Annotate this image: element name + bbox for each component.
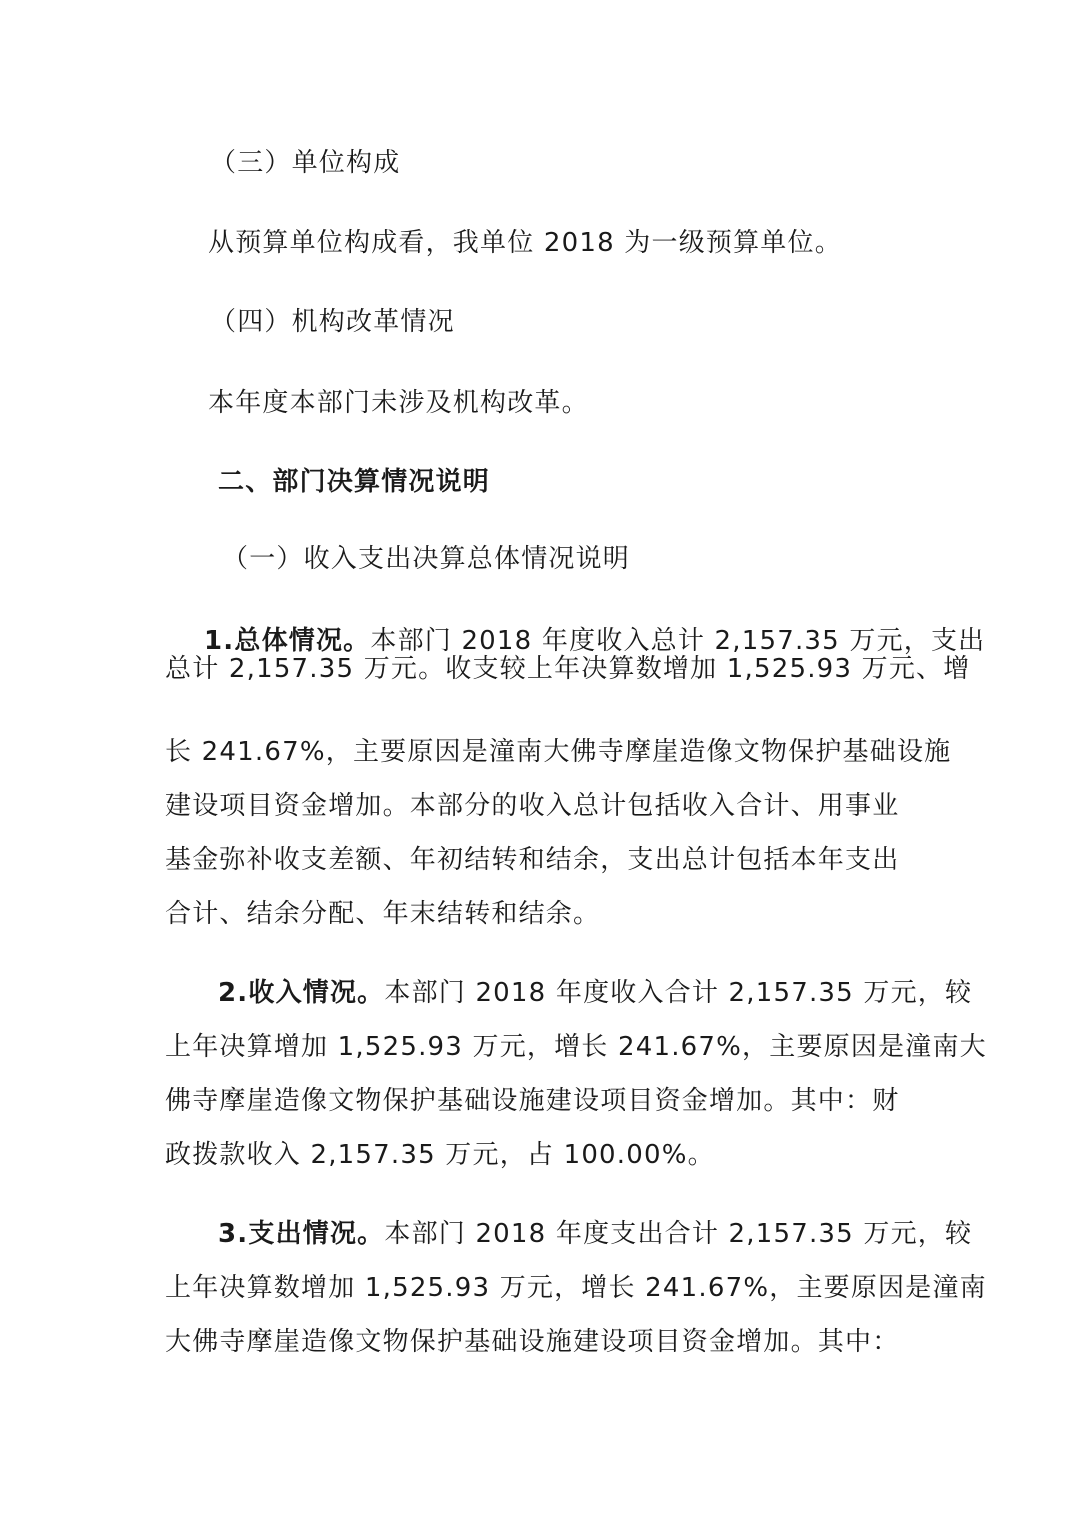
para-2-line-1 — [218, 976, 972, 1010]
para-1-line-3: 长 241.67%，主要原因是潼南大佛寺摩崖造像文物保护基础设施 — [165, 737, 952, 767]
section-3-body: 从预算单位构成看，我单位 2018 为一级预算单位。 — [208, 228, 842, 258]
para-2-text-1: 本部门 2018 年度收入合计 2,157.35 万元，较 — [384, 978, 973, 1008]
section-4-body: 本年度本部门未涉及机构改革。 — [208, 388, 589, 418]
para-3-line-2: 上年决算数增加 1,525.93 万元，增长 241.67%，主要原因是潼南 — [165, 1273, 987, 1303]
para-1-line-5: 基金弥补收支差额、年初结转和结余，支出总计包括本年支出 — [165, 845, 900, 875]
para-3-line-3: 大佛寺摩崖造像文物保护基础设施建设项目资金增加。其中： — [165, 1327, 900, 1357]
para-2-lead: 2.收入情况。 — [218, 978, 385, 1008]
para-1-line-6: 合计、结余分配、年末结转和结余。 — [165, 899, 601, 929]
para-3-text-1: 本部门 2018 年度支出合计 2,157.35 万元，较 — [384, 1219, 973, 1249]
para-2-line-3: 佛寺摩崖造像文物保护基础设施建设项目资金增加。其中：财 — [165, 1086, 900, 1116]
part-2-heading: 二、部门决算情况说明 — [218, 467, 491, 497]
para-2-line-4: 政拨款收入 2,157.35 万元，占 100.00%。 — [165, 1140, 715, 1170]
para-1-line-2: 总计 2,157.35 万元。收支较上年决算数增加 1,525.93 万元、增 — [165, 654, 971, 684]
section-4-heading: （四）机构改革情况 — [210, 307, 455, 337]
para-3-lead: 3.支出情况。 — [218, 1219, 385, 1249]
para-3-line-1 — [218, 1217, 972, 1251]
para-1-line-4: 建设项目资金增加。本部分的收入总计包括收入合计、用事业 — [165, 791, 900, 821]
para-2-line-2: 上年决算增加 1,525.93 万元，增长 241.67%，主要原因是潼南大 — [165, 1032, 987, 1062]
section-3-heading: （三）单位构成 — [210, 148, 401, 178]
sub-1-heading: （一）收入支出决算总体情况说明 — [222, 544, 631, 574]
para-1-text-1: 本部门 2018 年度收入总计 2,157.35 万元，支出 — [370, 626, 986, 656]
para-1-lead: 1.总体情况。 — [204, 626, 371, 656]
